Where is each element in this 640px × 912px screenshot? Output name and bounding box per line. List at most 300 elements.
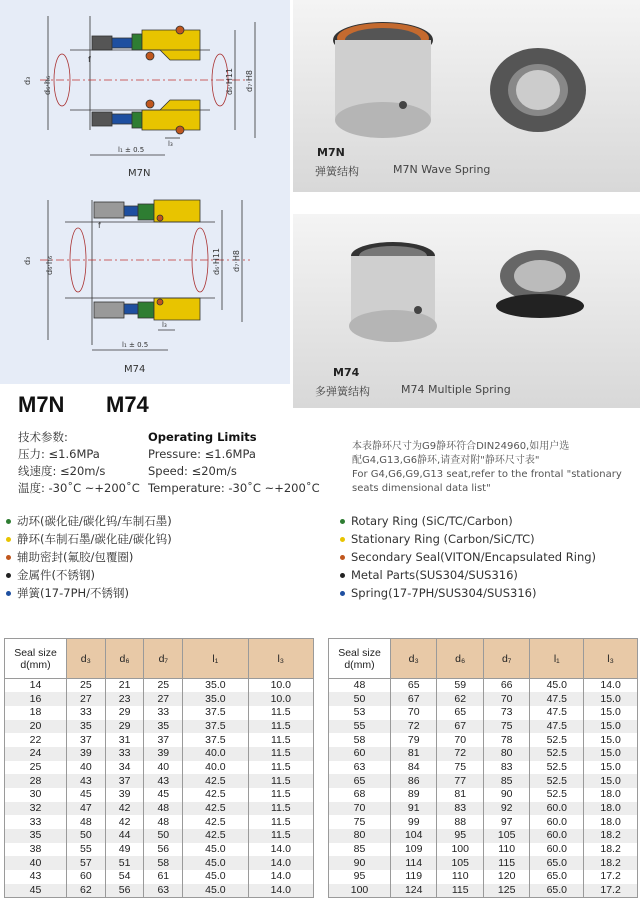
table-cell: 80 xyxy=(329,829,391,843)
table-cell: 14 xyxy=(5,679,67,693)
table-cell: 18.2 xyxy=(584,856,638,870)
dim-l1-bottom: l₁ ± 0.5 xyxy=(122,341,149,349)
table-cell: 70 xyxy=(329,802,391,816)
photo-m74-caption-en: M74 Multiple Spring xyxy=(401,383,511,396)
table-cell: 78 xyxy=(483,733,529,747)
table-cell: 14.0 xyxy=(584,679,638,693)
table-row xyxy=(5,720,314,734)
table-cell: 51 xyxy=(105,856,144,870)
orange-dot-icon xyxy=(6,555,11,560)
table-cell: 10.0 xyxy=(248,679,313,693)
legend-en xyxy=(340,512,596,602)
table-cell: 43 xyxy=(5,870,67,884)
table-row xyxy=(5,884,314,898)
legend-en-item: Stationary Ring (Carbon/SiC/TC) xyxy=(340,530,596,548)
table-cell: 35 xyxy=(144,720,183,734)
table-cell: 17.2 xyxy=(584,870,638,884)
table-cell: 42 xyxy=(105,815,144,829)
table-header: d₆ xyxy=(437,639,483,679)
table-row xyxy=(5,802,314,816)
table-cell: 119 xyxy=(391,870,437,884)
table-cell: 104 xyxy=(391,829,437,843)
table-cell: 70 xyxy=(391,706,437,720)
table-cell: 29 xyxy=(105,706,144,720)
table-cell: 80 xyxy=(483,747,529,761)
table-cell: 54 xyxy=(105,870,144,884)
table-row xyxy=(5,679,314,693)
table-cell: 18 xyxy=(5,706,67,720)
table-cell: 40 xyxy=(5,856,67,870)
table-cell: 110 xyxy=(437,870,483,884)
table-cell: 58 xyxy=(329,733,391,747)
legend-cn-item: 弹簧(17-7PH/不锈钢) xyxy=(6,584,172,602)
table-cell: 48 xyxy=(144,802,183,816)
title-m7n: M7N xyxy=(18,392,65,417)
table-cell: 37 xyxy=(144,733,183,747)
table-cell: 50 xyxy=(144,829,183,843)
table-header: l₁ xyxy=(183,639,248,679)
table-cell: 11.5 xyxy=(248,829,313,843)
table-cell: 47.5 xyxy=(530,720,584,734)
photo-m7n-caption-en: M7N Wave Spring xyxy=(393,163,491,176)
table-header: d₇ xyxy=(144,639,183,679)
table-cell: 72 xyxy=(391,720,437,734)
table-cell: 14.0 xyxy=(248,884,313,898)
table-cell: 37.5 xyxy=(183,720,248,734)
dim-l3-top: l₃ xyxy=(168,140,173,148)
table-cell: 91 xyxy=(391,802,437,816)
photo-m7n-caption-cn: 弹簧结构 xyxy=(315,165,359,178)
limits-heading-en: Operating Limits xyxy=(148,430,257,444)
limit-pressure-en: Pressure: ≤1.6MPa xyxy=(148,447,256,461)
table-cell: 39 xyxy=(105,788,144,802)
table-cell: 100 xyxy=(437,843,483,857)
table-row xyxy=(329,706,638,720)
photo-m74-panel xyxy=(293,214,640,408)
table-cell: 65 xyxy=(329,774,391,788)
table-cell: 105 xyxy=(483,829,529,843)
limit-temp-en: Temperature: -30˚C ~+200˚C xyxy=(148,481,320,495)
table-row xyxy=(329,856,638,870)
table-cell: 55 xyxy=(67,843,106,857)
table-cell: 21 xyxy=(105,679,144,693)
table-row xyxy=(5,815,314,829)
table-cell: 99 xyxy=(391,815,437,829)
table-cell: 65.0 xyxy=(530,870,584,884)
table-cell: 30 xyxy=(5,788,67,802)
table-cell: 90 xyxy=(483,788,529,802)
table-cell: 114 xyxy=(391,856,437,870)
table-row xyxy=(329,774,638,788)
table-cell: 38 xyxy=(5,843,67,857)
table-cell: 84 xyxy=(391,761,437,775)
dim-d6h6-top: d₆·h₆ xyxy=(43,75,52,95)
table-row xyxy=(329,692,638,706)
table-cell: 97 xyxy=(483,815,529,829)
table-row xyxy=(329,802,638,816)
table-row xyxy=(5,774,314,788)
table-cell: 18.0 xyxy=(584,815,638,829)
limit-temp-cn: 温度: -30˚C ~+200˚C xyxy=(18,481,140,495)
drawing-label-m7n: M7N xyxy=(128,168,151,179)
table-cell: 48 xyxy=(144,815,183,829)
table-cell: 52.5 xyxy=(530,761,584,775)
table-cell: 65.0 xyxy=(530,856,584,870)
table-cell: 35.0 xyxy=(183,692,248,706)
table-cell: 11.5 xyxy=(248,802,313,816)
table-cell: 109 xyxy=(391,843,437,857)
table-cell: 83 xyxy=(483,761,529,775)
legend-cn-item: 金属件(不锈钢) xyxy=(6,566,172,584)
table-cell: 35.0 xyxy=(183,679,248,693)
table-cell: 72 xyxy=(437,747,483,761)
legend-en-item: Metal Parts(SUS304/SUS316) xyxy=(340,566,596,584)
table-cell: 60.0 xyxy=(530,843,584,857)
table-row xyxy=(329,679,638,693)
table-cell: 11.5 xyxy=(248,747,313,761)
table-row xyxy=(329,843,638,857)
legend-cn-item: 辅助密封(氟胶/包覆圈) xyxy=(6,548,172,566)
legend-en-item: Rotary Ring (SiC/TC/Carbon) xyxy=(340,512,596,530)
legend-en-item: Secondary Seal(VITON/Encapsulated Ring) xyxy=(340,548,596,566)
note-en-1: For G4,G6,G9,G13 seat,refer to the frontal "stationary xyxy=(352,469,622,480)
table-row xyxy=(5,788,314,802)
table-cell: 47 xyxy=(67,802,106,816)
table-cell: 70 xyxy=(437,733,483,747)
table-cell: 15.0 xyxy=(584,774,638,788)
table-row xyxy=(5,870,314,884)
table-cell: 115 xyxy=(437,884,483,898)
green-dot-icon xyxy=(6,519,11,524)
table-cell: 31 xyxy=(105,733,144,747)
yellow-dot-icon xyxy=(6,537,11,542)
table-cell: 15.0 xyxy=(584,733,638,747)
table-header: Seal size d(mm) xyxy=(5,639,67,679)
table-cell: 16 xyxy=(5,692,67,706)
limits-heading-cn: 技术参数: xyxy=(18,430,68,444)
table-cell: 42.5 xyxy=(183,774,248,788)
table-cell: 47.5 xyxy=(530,692,584,706)
table-cell: 57 xyxy=(67,856,106,870)
table-cell: 81 xyxy=(391,747,437,761)
table-cell: 42.5 xyxy=(183,788,248,802)
table-cell: 33 xyxy=(67,706,106,720)
table-cell: 73 xyxy=(483,706,529,720)
table-row xyxy=(329,733,638,747)
drawing-label-m74: M74 xyxy=(124,364,146,375)
table-row xyxy=(5,706,314,720)
table-cell: 18.0 xyxy=(584,788,638,802)
table-cell: 14.0 xyxy=(248,870,313,884)
technical-drawing xyxy=(0,0,290,384)
table-cell: 125 xyxy=(483,884,529,898)
dim-d3-bottom: d₃ xyxy=(23,256,32,265)
table-cell: 35 xyxy=(67,720,106,734)
table-row xyxy=(329,747,638,761)
table-cell: 63 xyxy=(329,761,391,775)
table-cell: 40.0 xyxy=(183,761,248,775)
dim-f-bottom: f xyxy=(98,221,101,230)
table-cell: 27 xyxy=(67,692,106,706)
table-cell: 14.0 xyxy=(248,843,313,857)
table-cell: 77 xyxy=(437,774,483,788)
table-row xyxy=(329,884,638,898)
note-cn-2: 配G4,G13,G6静环,请查对附"静环尺寸表" xyxy=(352,455,540,466)
table-cell: 17.2 xyxy=(584,884,638,898)
photo-m7n-panel xyxy=(293,0,640,192)
table-cell: 40 xyxy=(144,761,183,775)
table-cell: 75 xyxy=(483,720,529,734)
dim-d6H11-bottom: d₆·H11 xyxy=(212,247,221,275)
green-dot-icon xyxy=(340,519,345,524)
table-cell: 45.0 xyxy=(183,856,248,870)
table-cell: 48 xyxy=(329,679,391,693)
table-cell: 39 xyxy=(144,747,183,761)
limit-speed-en: Speed: ≤20m/s xyxy=(148,464,237,478)
table-cell: 18.2 xyxy=(584,843,638,857)
table-cell: 90 xyxy=(329,856,391,870)
seat-note xyxy=(352,440,634,496)
table-cell: 60 xyxy=(67,870,106,884)
table-cell: 60.0 xyxy=(530,815,584,829)
table-row xyxy=(5,747,314,761)
table-cell: 20 xyxy=(5,720,67,734)
table-cell: 105 xyxy=(437,856,483,870)
table-cell: 49 xyxy=(105,843,144,857)
table-cell: 42.5 xyxy=(183,802,248,816)
title-m74: M74 xyxy=(106,392,149,417)
table-header: d₃ xyxy=(67,639,106,679)
table-cell: 10.0 xyxy=(248,692,313,706)
legend-cn-item: 静环(车制石墨/碳化硅/碳化钨) xyxy=(6,530,172,548)
table-cell: 50 xyxy=(329,692,391,706)
table-cell: 65 xyxy=(391,679,437,693)
table-cell: 110 xyxy=(483,843,529,857)
table-cell: 25 xyxy=(144,679,183,693)
table-cell: 25 xyxy=(5,761,67,775)
table-header: l₃ xyxy=(584,639,638,679)
dim-d6H11-top: d₆·H11 xyxy=(225,67,234,95)
table-cell: 15.0 xyxy=(584,720,638,734)
table-cell: 62 xyxy=(67,884,106,898)
table-cell: 56 xyxy=(105,884,144,898)
table-cell: 52.5 xyxy=(530,774,584,788)
table-cell: 86 xyxy=(391,774,437,788)
yellow-dot-icon xyxy=(340,537,345,542)
dim-d7H8-top: d₇·H8 xyxy=(245,70,254,92)
table-cell: 15.0 xyxy=(584,692,638,706)
table-row xyxy=(329,720,638,734)
table-cell: 40.0 xyxy=(183,747,248,761)
table-cell: 56 xyxy=(144,843,183,857)
table-row xyxy=(329,761,638,775)
table-cell: 53 xyxy=(329,706,391,720)
table-cell: 50 xyxy=(67,829,106,843)
table-cell: 100 xyxy=(329,884,391,898)
table-cell: 23 xyxy=(105,692,144,706)
table-cell: 42.5 xyxy=(183,829,248,843)
legend-en-item: Spring(17-7PH/SUS304/SUS316) xyxy=(340,584,596,602)
table-cell: 66 xyxy=(483,679,529,693)
table-cell: 58 xyxy=(144,856,183,870)
table-cell: 45 xyxy=(67,788,106,802)
legend-cn-item: 动环(碳化硅/碳化钨/车制石墨) xyxy=(6,512,172,530)
table-cell: 27 xyxy=(144,692,183,706)
blue-dot-icon xyxy=(340,591,345,596)
table-row xyxy=(5,692,314,706)
table-cell: 59 xyxy=(437,679,483,693)
table-row xyxy=(5,829,314,843)
table-cell: 62 xyxy=(437,692,483,706)
table-row xyxy=(5,761,314,775)
table-cell: 70 xyxy=(483,692,529,706)
table-cell: 37 xyxy=(67,733,106,747)
table-cell: 45.0 xyxy=(183,884,248,898)
seal-drawings-svg xyxy=(0,0,290,384)
table-row xyxy=(5,856,314,870)
photo-m7n-model: M7N xyxy=(317,146,345,159)
black-dot-icon xyxy=(6,573,11,578)
table-header: d₇ xyxy=(483,639,529,679)
table-cell: 15.0 xyxy=(584,761,638,775)
table-cell: 120 xyxy=(483,870,529,884)
dim-l3-bottom: l₃ xyxy=(162,321,167,329)
dim-d6h6-bottom: d₆·h₆ xyxy=(45,255,54,275)
table-cell: 55 xyxy=(329,720,391,734)
table-row xyxy=(5,843,314,857)
table-cell: 60.0 xyxy=(530,829,584,843)
table-cell: 95 xyxy=(437,829,483,843)
table-cell: 43 xyxy=(67,774,106,788)
table-cell: 65 xyxy=(437,706,483,720)
table-cell: 15.0 xyxy=(584,747,638,761)
table-cell: 47.5 xyxy=(530,706,584,720)
table-row xyxy=(329,870,638,884)
table-cell: 60.0 xyxy=(530,802,584,816)
table-cell: 32 xyxy=(5,802,67,816)
table-cell: 33 xyxy=(105,747,144,761)
table-cell: 61 xyxy=(144,870,183,884)
table-cell: 15.0 xyxy=(584,706,638,720)
table-cell: 11.5 xyxy=(248,733,313,747)
operating-limits xyxy=(18,429,338,497)
table-cell: 89 xyxy=(391,788,437,802)
note-cn-1: 本表静环尺寸为G9静环符合DIN24960,如用户选 xyxy=(352,441,570,452)
table-cell: 88 xyxy=(437,815,483,829)
table-cell: 67 xyxy=(391,692,437,706)
table-cell: 11.5 xyxy=(248,706,313,720)
table-cell: 63 xyxy=(144,884,183,898)
black-dot-icon xyxy=(340,573,345,578)
table-cell: 45.0 xyxy=(530,679,584,693)
limit-pressure-cn: 压力: ≤1.6MPa xyxy=(18,447,100,461)
table-row xyxy=(5,733,314,747)
table-header: l₃ xyxy=(248,639,313,679)
table-cell: 40 xyxy=(67,761,106,775)
table-cell: 37.5 xyxy=(183,706,248,720)
table-cell: 29 xyxy=(105,720,144,734)
table-cell: 67 xyxy=(437,720,483,734)
table-cell: 52.5 xyxy=(530,747,584,761)
dim-f-top: f xyxy=(88,55,91,64)
table-header: l₁ xyxy=(530,639,584,679)
table-cell: 37.5 xyxy=(183,733,248,747)
table-row xyxy=(329,829,638,843)
photo-m74-caption-cn: 多弹簧结构 xyxy=(315,385,370,398)
orange-dot-icon xyxy=(340,555,345,560)
table-cell: 37 xyxy=(105,774,144,788)
limit-speed-cn: 线速度: ≤20m/s xyxy=(18,464,106,478)
table-cell: 28 xyxy=(5,774,67,788)
table-cell: 45.0 xyxy=(183,870,248,884)
table-cell: 81 xyxy=(437,788,483,802)
table-cell: 60 xyxy=(329,747,391,761)
table-cell: 48 xyxy=(67,815,106,829)
table-cell: 39 xyxy=(67,747,106,761)
table-cell: 25 xyxy=(67,679,106,693)
table-cell: 45 xyxy=(5,884,67,898)
table-cell: 14.0 xyxy=(248,856,313,870)
size-table-left xyxy=(4,638,314,898)
table-cell: 18.0 xyxy=(584,802,638,816)
table-row xyxy=(329,815,638,829)
table-cell: 44 xyxy=(105,829,144,843)
table-cell: 75 xyxy=(329,815,391,829)
table-cell: 85 xyxy=(483,774,529,788)
table-cell: 33 xyxy=(5,815,67,829)
note-en-2: seats dimensional data list" xyxy=(352,483,491,494)
table-cell: 52.5 xyxy=(530,733,584,747)
size-table-right xyxy=(328,638,638,898)
dim-l1-top: l₁ ± 0.5 xyxy=(118,146,145,154)
table-cell: 52.5 xyxy=(530,788,584,802)
table-cell: 33 xyxy=(144,706,183,720)
table-header: d₆ xyxy=(105,639,144,679)
table-cell: 11.5 xyxy=(248,815,313,829)
table-cell: 83 xyxy=(437,802,483,816)
legend-cn xyxy=(6,512,172,602)
dim-d7H8-bottom: d₇·H8 xyxy=(232,250,241,272)
dim-d3-top: d₃ xyxy=(23,76,32,85)
table-cell: 92 xyxy=(483,802,529,816)
table-cell: 22 xyxy=(5,733,67,747)
photo-m74-model: M74 xyxy=(333,366,360,379)
table-cell: 45.0 xyxy=(183,843,248,857)
blue-dot-icon xyxy=(6,591,11,596)
table-cell: 24 xyxy=(5,747,67,761)
table-cell: 11.5 xyxy=(248,774,313,788)
table-cell: 11.5 xyxy=(248,761,313,775)
table-cell: 115 xyxy=(483,856,529,870)
table-cell: 45 xyxy=(144,788,183,802)
table-cell: 34 xyxy=(105,761,144,775)
table-cell: 75 xyxy=(437,761,483,775)
table-cell: 95 xyxy=(329,870,391,884)
table-header: d₃ xyxy=(391,639,437,679)
table-cell: 42.5 xyxy=(183,815,248,829)
table-cell: 85 xyxy=(329,843,391,857)
table-cell: 42 xyxy=(105,802,144,816)
table-cell: 124 xyxy=(391,884,437,898)
table-cell: 65.0 xyxy=(530,884,584,898)
table-cell: 11.5 xyxy=(248,788,313,802)
table-cell: 11.5 xyxy=(248,720,313,734)
table-row xyxy=(329,788,638,802)
table-header: Seal size d(mm) xyxy=(329,639,391,679)
table-cell: 43 xyxy=(144,774,183,788)
table-cell: 18.2 xyxy=(584,829,638,843)
table-cell: 79 xyxy=(391,733,437,747)
